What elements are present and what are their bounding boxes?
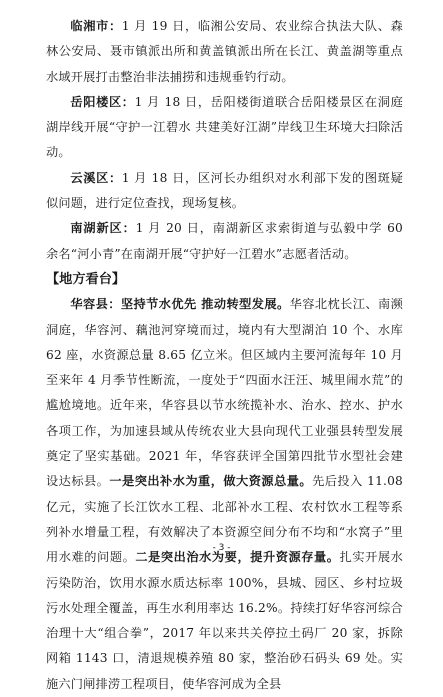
entry-text: 1 月 18 日，岳阳楼街道联合岳阳楼景区在洞庭湖岸线开展“守护一江碧水 共建美好江湖”岸线卫生环境大扫除活动。 [46, 94, 404, 160]
entry-text: 1 月 18 日，区河长办组织对水利部下发的图斑疑似问题，进行定位查找，现场复核。 [46, 170, 403, 211]
news-entry-nanhu [46, 216, 403, 267]
entry-place: 南湖新区： [70, 221, 136, 236]
article-headline: 坚持节水优先 推动转型发展。 [120, 297, 290, 312]
article-subhead-1: 一是突出补水为重，做大资源总量。 [109, 474, 313, 489]
entry-text: 1 月 20 日，南湖新区求索街道与弘毅中学 60 余名“河小青”在南湖开展“守护好一江碧水”志愿者活动。 [46, 221, 403, 261]
article-subhead-2: 二是突出治水为要，提升资源存量。 [135, 550, 340, 565]
article-paragraph [46, 292, 403, 697]
section-title: 【地方看台】 [46, 271, 126, 287]
news-entry-yunxi [46, 166, 403, 217]
document-page [46, 14, 403, 697]
article-body-2: 先后投入 11.08 亿元，实施了长江饮水工程、北部补水工程、农村饮水工程等系列补水增量工程，有效解决了本资源空间分布不均和“水窝子”里用水难的问题。 [46, 474, 404, 565]
entry-text: 1 月 19 日，临湘公安局、农业综合执法大队、森林公安局、聂市镇派出所和黄盖镇派出所在长江、黄盖湖等重点水域开展打击整治非法捕捞和违规垂钓行动。 [46, 19, 403, 84]
news-entry-linxiang [46, 14, 403, 90]
page-number: - 3 - [212, 543, 231, 553]
article-lead-place: 华容县： [70, 297, 121, 312]
entry-place: 云溪区： [70, 170, 122, 185]
news-entry-yueyanglou [46, 90, 403, 166]
entry-place: 临湘市： [70, 19, 122, 33]
entry-place: 岳阳楼区： [70, 94, 135, 109]
article-body-3: 扎实开展水污染防治，饮用水源水质达标率 100%，县城、园区、乡村垃圾污水处理全覆盖，再生水利用率达 16.2%。持续打好华容河综合治理十大“组合拳”，2017 年以来共关停拉土码厂 20 家，拆除网箱 1143 口，清退规模养殖 80 家，整治砂石码头 69 处。实施六门闸排涝工程项目，使华容河成为全县 [46, 550, 404, 691]
article-body-1: 华容北枕长江、南濒洞庭，华容河、藕池河穿境而过，境内有大型湖泊 10 个、水库 62 座，水资源总量 8.65 亿立米。但区域内主要河流每年 10 月至来年 4 月季节性断流，一度处于“四面水汪汪、城里闹水荒”的尴尬境地。近年来，华容县以节水统揽补水、治水、控水、护水各项工作，为加速县域从传统农业大县向现代工业强县转型发展奠定了坚实基础。2021 年，华容获评全国第四批节水型社会建设达标县。 [46, 297, 403, 489]
